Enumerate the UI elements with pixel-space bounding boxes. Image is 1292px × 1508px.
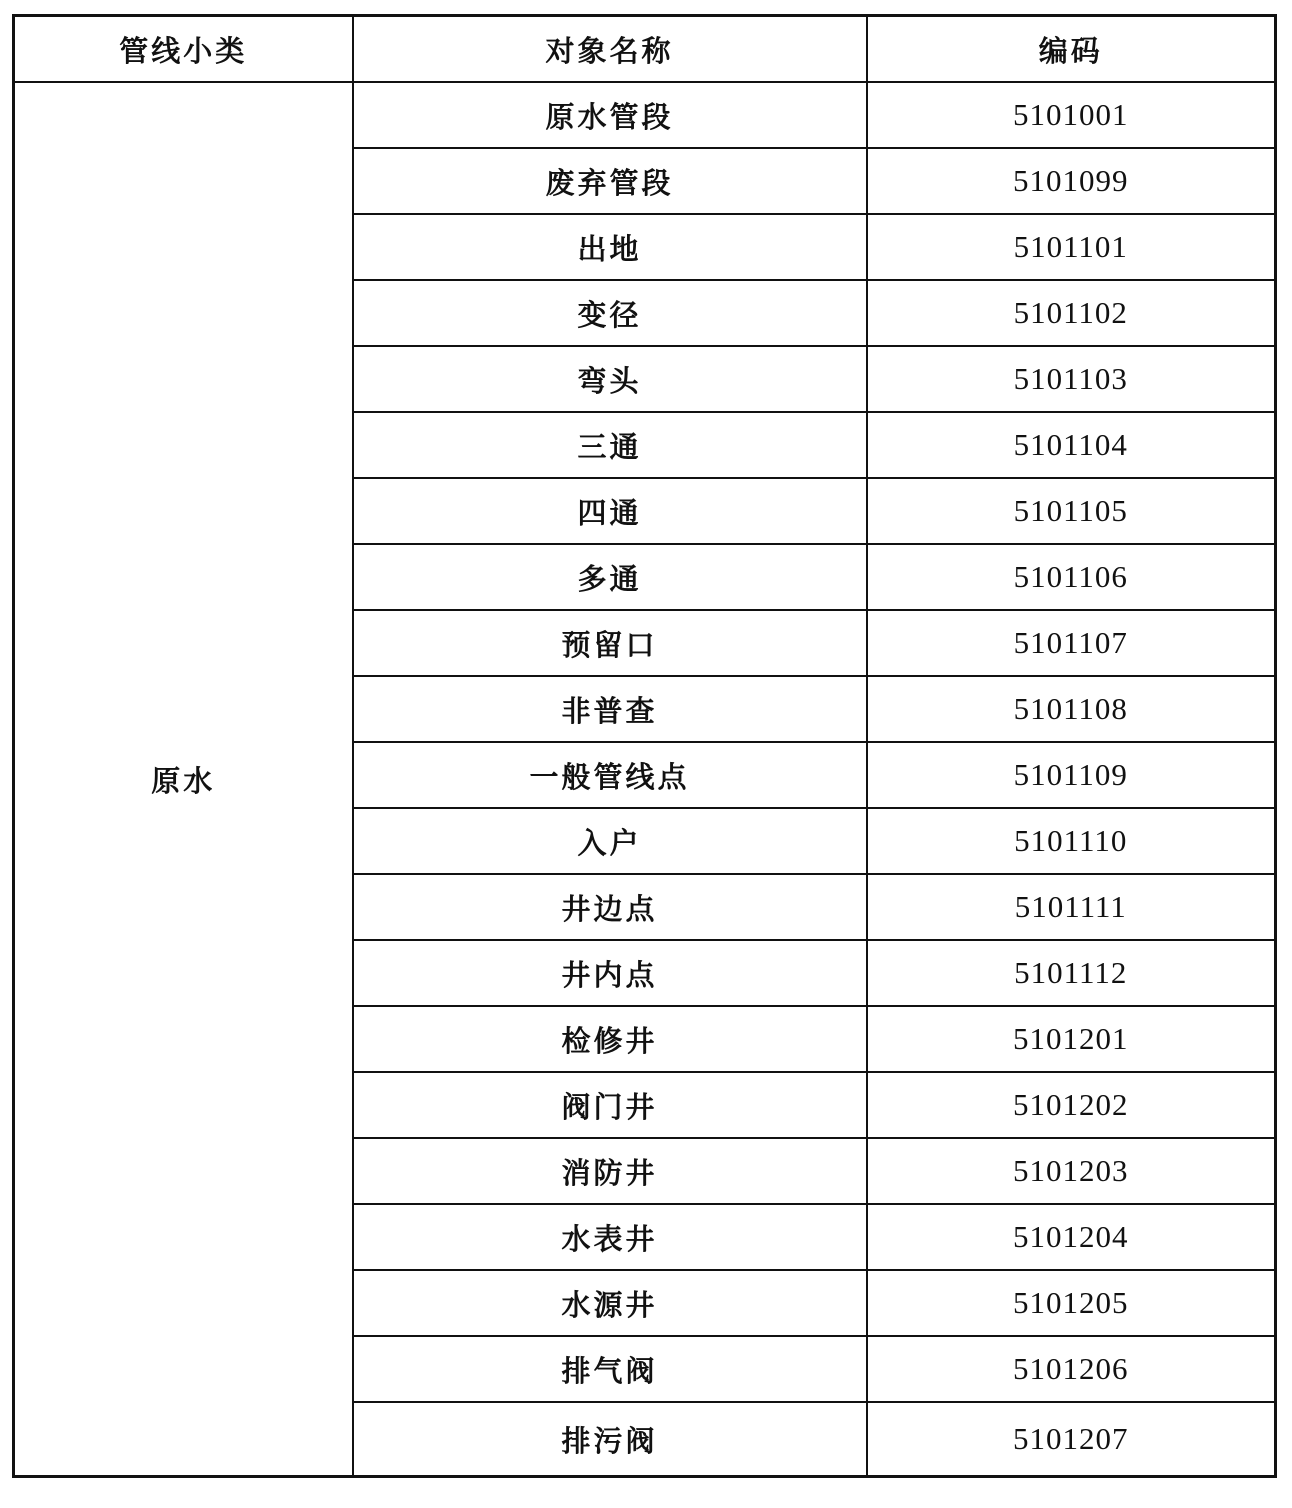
code-cell: 5101205 bbox=[867, 1270, 1276, 1336]
code-cell: 5101110 bbox=[867, 808, 1276, 874]
object-name-cell: 原水管段 bbox=[353, 82, 867, 148]
object-name-cell: 井边点 bbox=[353, 874, 867, 940]
table-row bbox=[14, 82, 1276, 148]
object-name-cell: 入户 bbox=[353, 808, 867, 874]
code-cell: 5101203 bbox=[867, 1138, 1276, 1204]
code-cell: 5101201 bbox=[867, 1006, 1276, 1072]
code-cell: 5101101 bbox=[867, 214, 1276, 280]
code-cell: 5101103 bbox=[867, 346, 1276, 412]
object-name-cell: 非普查 bbox=[353, 676, 867, 742]
object-name-cell: 出地 bbox=[353, 214, 867, 280]
code-cell: 5101112 bbox=[867, 940, 1276, 1006]
code-cell: 5101107 bbox=[867, 610, 1276, 676]
code-cell: 5101206 bbox=[867, 1336, 1276, 1402]
object-name-cell: 三通 bbox=[353, 412, 867, 478]
header-object-name: 对象名称 bbox=[353, 16, 867, 83]
code-cell: 5101001 bbox=[867, 82, 1276, 148]
code-table-container bbox=[12, 14, 1274, 1478]
object-name-cell: 四通 bbox=[353, 478, 867, 544]
code-cell: 5101111 bbox=[867, 874, 1276, 940]
code-cell: 5101108 bbox=[867, 676, 1276, 742]
object-name-cell: 废弃管段 bbox=[353, 148, 867, 214]
code-cell: 5101202 bbox=[867, 1072, 1276, 1138]
table-header-row bbox=[14, 16, 1276, 83]
pipeline-code-table bbox=[12, 14, 1277, 1478]
category-cell: 原水 bbox=[14, 82, 353, 1477]
object-name-cell: 排气阀 bbox=[353, 1336, 867, 1402]
code-cell: 5101104 bbox=[867, 412, 1276, 478]
code-cell: 5101109 bbox=[867, 742, 1276, 808]
code-cell: 5101207 bbox=[867, 1402, 1276, 1477]
code-cell: 5101204 bbox=[867, 1204, 1276, 1270]
object-name-cell: 阀门井 bbox=[353, 1072, 867, 1138]
object-name-cell: 水表井 bbox=[353, 1204, 867, 1270]
object-name-cell: 水源井 bbox=[353, 1270, 867, 1336]
code-cell: 5101106 bbox=[867, 544, 1276, 610]
object-name-cell: 排污阀 bbox=[353, 1402, 867, 1477]
object-name-cell: 检修井 bbox=[353, 1006, 867, 1072]
object-name-cell: 一般管线点 bbox=[353, 742, 867, 808]
object-name-cell: 预留口 bbox=[353, 610, 867, 676]
header-subcategory: 管线小类 bbox=[14, 16, 353, 83]
object-name-cell: 消防井 bbox=[353, 1138, 867, 1204]
code-cell: 5101102 bbox=[867, 280, 1276, 346]
object-name-cell: 井内点 bbox=[353, 940, 867, 1006]
code-cell: 5101105 bbox=[867, 478, 1276, 544]
object-name-cell: 变径 bbox=[353, 280, 867, 346]
object-name-cell: 多通 bbox=[353, 544, 867, 610]
header-code: 编码 bbox=[867, 16, 1276, 83]
object-name-cell: 弯头 bbox=[353, 346, 867, 412]
code-cell: 5101099 bbox=[867, 148, 1276, 214]
